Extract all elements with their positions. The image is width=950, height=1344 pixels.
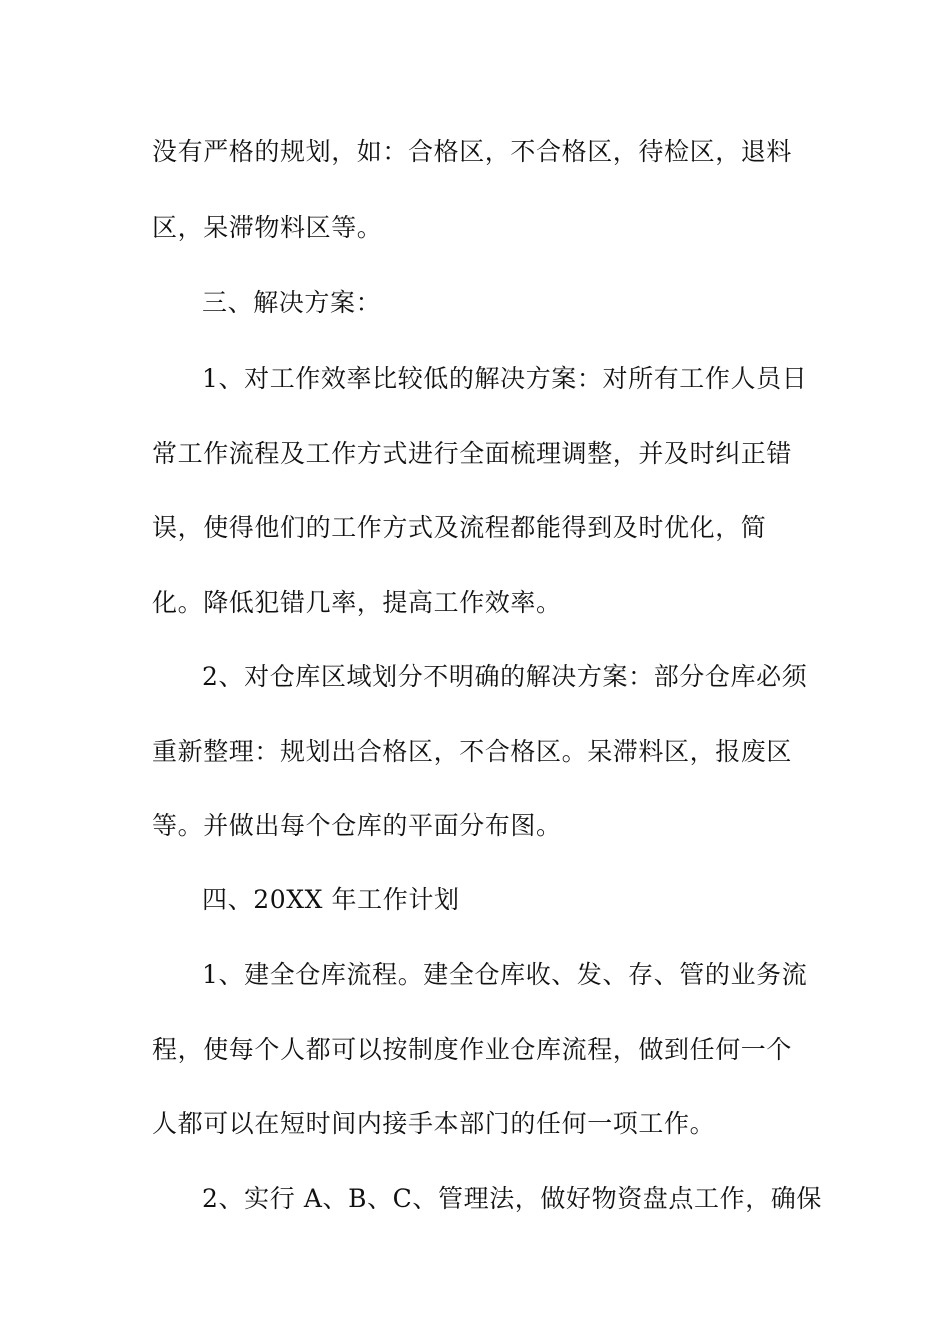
text-line: 重新整理：规划出合格区，不合格区。呆滞料区，报废区 — [152, 737, 793, 766]
text-line: 2、对仓库区域划分不明确的解决方案：部分仓库必须 — [202, 662, 808, 691]
text-line: 没有严格的规划，如：合格区，不合格区，待检区，退料 — [152, 137, 793, 166]
section-heading: 四、20XX 年工作计划 — [202, 885, 460, 914]
text-line: 1、建全仓库流程。建全仓库收、发、存、管的业务流 — [202, 960, 808, 989]
text-line: 2、实行 A、B、C、管理法，做好物资盘点工作，确保 — [202, 1184, 823, 1213]
text-line: 常工作流程及工作方式进行全面梳理调整，并及时纠正错 — [152, 439, 793, 468]
section-heading: 三、解决方案： — [202, 288, 382, 317]
text-line: 人都可以在短时间内接手本部门的任何一项工作。 — [152, 1109, 716, 1138]
text-line: 等。并做出每个仓库的平面分布图。 — [152, 811, 562, 840]
text-line: 区，呆滞物料区等。 — [152, 213, 383, 242]
text-line: 误，使得他们的工作方式及流程都能得到及时优化，简 — [152, 513, 767, 542]
text-line: 1、对工作效率比较低的解决方案：对所有工作人员日 — [202, 364, 808, 393]
text-line: 程，使每个人都可以按制度作业仓库流程，做到任何一个 — [152, 1035, 793, 1064]
text-line: 化。降低犯错几率，提高工作效率。 — [152, 588, 562, 617]
